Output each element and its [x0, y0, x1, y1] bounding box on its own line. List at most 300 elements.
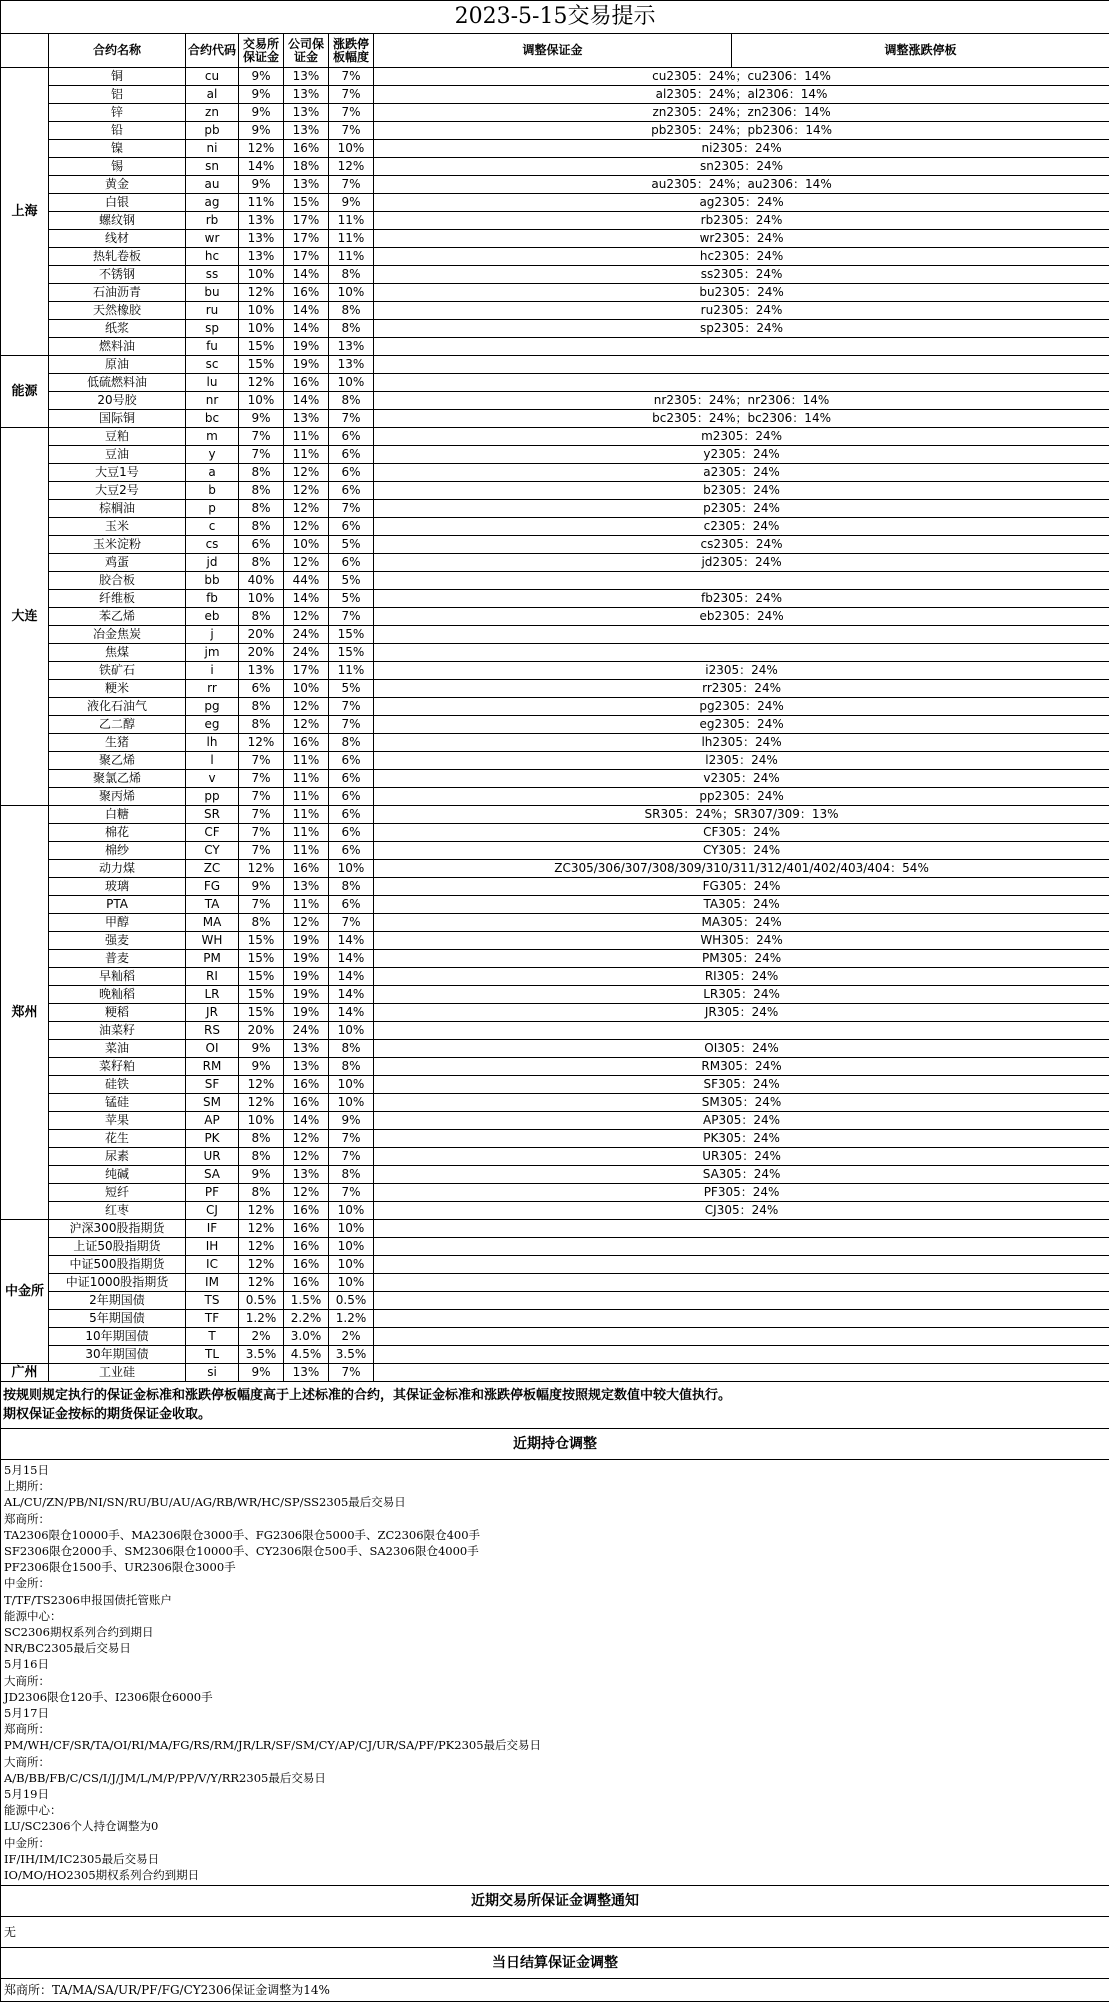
- contract-name-cell: 锡: [49, 158, 186, 176]
- exchange-margin-cell: 1.2%: [239, 1310, 284, 1328]
- table-row: [1, 1310, 1109, 1328]
- contract-code-cell: sn: [186, 158, 239, 176]
- exchange-margin-cell: 8%: [239, 698, 284, 716]
- contract-name-cell: 豆油: [49, 446, 186, 464]
- exchange-margin-cell: 9%: [239, 86, 284, 104]
- contract-code-cell: zn: [186, 104, 239, 122]
- company-margin-cell: 24%: [284, 1022, 329, 1040]
- adjusted-margin-cell: RM305：24%: [374, 1058, 1109, 1076]
- table-row: [1, 896, 1109, 914]
- contract-code-cell: fb: [186, 590, 239, 608]
- adjusted-margin-cell: l2305：24%: [374, 752, 1109, 770]
- contract-code-cell: m: [186, 428, 239, 446]
- exchange-margin-cell: 15%: [239, 1004, 284, 1022]
- adjusted-margin-cell: pb2305：24%；pb2306：14%: [374, 122, 1109, 140]
- adjusted-margin-cell: SR305：24%；SR307/309：13%: [374, 806, 1109, 824]
- adjusted-margin-cell: m2305：24%: [374, 428, 1109, 446]
- contract-name-cell: 不锈钢: [49, 266, 186, 284]
- contract-name-cell: 生猪: [49, 734, 186, 752]
- contract-code-cell: lu: [186, 374, 239, 392]
- contract-name-cell: 工业硅: [49, 1364, 186, 1382]
- adjusted-margin-cell: y2305：24%: [374, 446, 1109, 464]
- table-row: [1, 662, 1109, 680]
- header-adjusted-margin: 调整保证金: [374, 34, 732, 68]
- exchange-margin-cell: 2%: [239, 1328, 284, 1346]
- table-row: [1, 1076, 1109, 1094]
- table-row: [1, 1130, 1109, 1148]
- adjusted-margin-cell: au2305：24%；au2306：14%: [374, 176, 1109, 194]
- exchange-margin-cell: 9%: [239, 104, 284, 122]
- adjusted-margin-cell: MA305：24%: [374, 914, 1109, 932]
- table-row: [1, 986, 1109, 1004]
- table-row: [1, 338, 1109, 356]
- company-margin-cell: 11%: [284, 806, 329, 824]
- table-row: [1, 356, 1109, 374]
- limit-range-cell: 7%: [329, 698, 374, 716]
- position-line: LU/SC2306个人持仓调整为0: [4, 1818, 1106, 1834]
- contract-code-cell: rr: [186, 680, 239, 698]
- company-margin-cell: 12%: [284, 1130, 329, 1148]
- table-row: [1, 1058, 1109, 1076]
- exchange-margin-cell: 12%: [239, 1202, 284, 1220]
- company-margin-cell: 12%: [284, 1148, 329, 1166]
- company-margin-cell: 24%: [284, 644, 329, 662]
- company-margin-cell: 16%: [284, 140, 329, 158]
- position-line: 郑商所：: [4, 1721, 1106, 1737]
- company-margin-cell: 16%: [284, 284, 329, 302]
- company-margin-cell: 14%: [284, 320, 329, 338]
- adjusted-margin-cell: AP305：24%: [374, 1112, 1109, 1130]
- table-row: [1, 140, 1109, 158]
- contract-name-cell: 铝: [49, 86, 186, 104]
- exchange-margin-cell: 8%: [239, 1130, 284, 1148]
- header-exchange-margin: 交易所保证金: [239, 34, 284, 68]
- contract-code-cell: ru: [186, 302, 239, 320]
- contract-code-cell: cs: [186, 536, 239, 554]
- table-row: [1, 446, 1109, 464]
- position-line: 中金所：: [4, 1575, 1106, 1591]
- contract-name-cell: 动力煤: [49, 860, 186, 878]
- limit-range-cell: 8%: [329, 392, 374, 410]
- limit-range-cell: 6%: [329, 896, 374, 914]
- contract-code-cell: nr: [186, 392, 239, 410]
- contract-name-cell: 棉纱: [49, 842, 186, 860]
- contract-code-cell: j: [186, 626, 239, 644]
- table-row: [1, 320, 1109, 338]
- contract-name-cell: 甲醇: [49, 914, 186, 932]
- contract-code-cell: pg: [186, 698, 239, 716]
- exchange-margin-cell: 13%: [239, 230, 284, 248]
- contract-name-cell: 玉米淀粉: [49, 536, 186, 554]
- limit-range-cell: 11%: [329, 212, 374, 230]
- limit-range-cell: 7%: [329, 500, 374, 518]
- limit-range-cell: 10%: [329, 1220, 374, 1238]
- contract-name-cell: 聚丙烯: [49, 788, 186, 806]
- table-row: [1, 860, 1109, 878]
- adjusted-margin-cell: [374, 1022, 1109, 1040]
- table-row: [1, 878, 1109, 896]
- exchange-margin-cell: 8%: [239, 482, 284, 500]
- table-row: [1, 1346, 1109, 1364]
- limit-range-cell: 7%: [329, 716, 374, 734]
- contract-code-cell: v: [186, 770, 239, 788]
- daily-margin-title: 当日结算保证金调整: [1, 1948, 1109, 1979]
- exchange-margin-cell: 10%: [239, 392, 284, 410]
- table-row: [1, 968, 1109, 986]
- limit-range-cell: 5%: [329, 536, 374, 554]
- adjusted-margin-cell: CY305：24%: [374, 842, 1109, 860]
- exchange-margin-cell: 9%: [239, 68, 284, 86]
- exchange-margin-cell: 15%: [239, 968, 284, 986]
- contract-code-cell: a: [186, 464, 239, 482]
- table-row: [1, 1220, 1109, 1238]
- adjusted-margin-cell: sp2305：24%: [374, 320, 1109, 338]
- company-margin-cell: 44%: [284, 572, 329, 590]
- limit-range-cell: 6%: [329, 788, 374, 806]
- adjusted-margin-cell: SA305：24%: [374, 1166, 1109, 1184]
- table-row: [1, 716, 1109, 734]
- company-margin-cell: 11%: [284, 770, 329, 788]
- company-margin-cell: 11%: [284, 428, 329, 446]
- table-row: [1, 284, 1109, 302]
- company-margin-cell: 12%: [284, 698, 329, 716]
- table-row: [1, 590, 1109, 608]
- exchange-label: 上海: [1, 68, 49, 356]
- exchange-margin-cell: 9%: [239, 878, 284, 896]
- exchange-margin-cell: 8%: [239, 500, 284, 518]
- adjusted-margin-cell: pg2305：24%: [374, 698, 1109, 716]
- adjusted-margin-cell: ss2305：24%: [374, 266, 1109, 284]
- company-margin-cell: 13%: [284, 410, 329, 428]
- header-exchange: [1, 34, 49, 68]
- limit-range-cell: 7%: [329, 608, 374, 626]
- table-row: [1, 1094, 1109, 1112]
- limit-range-cell: 7%: [329, 104, 374, 122]
- contract-name-cell: 原油: [49, 356, 186, 374]
- limit-range-cell: 8%: [329, 266, 374, 284]
- table-row: [1, 1202, 1109, 1220]
- exchange-margin-cell: 7%: [239, 752, 284, 770]
- contract-code-cell: TL: [186, 1346, 239, 1364]
- exchange-margin-cell: 12%: [239, 1220, 284, 1238]
- exchange-margin-cell: 8%: [239, 914, 284, 932]
- company-margin-cell: 16%: [284, 734, 329, 752]
- exchange-margin-cell: 12%: [239, 860, 284, 878]
- contract-name-cell: 铅: [49, 122, 186, 140]
- contract-name-cell: 锌: [49, 104, 186, 122]
- table-row: [1, 1022, 1109, 1040]
- contract-code-cell: pp: [186, 788, 239, 806]
- exchange-margin-cell: 13%: [239, 662, 284, 680]
- table-row: [1, 518, 1109, 536]
- company-margin-cell: 11%: [284, 842, 329, 860]
- company-margin-cell: 13%: [284, 122, 329, 140]
- limit-range-cell: 6%: [329, 842, 374, 860]
- contract-code-cell: p: [186, 500, 239, 518]
- contract-name-cell: 20号胶: [49, 392, 186, 410]
- limit-range-cell: 10%: [329, 140, 374, 158]
- contract-name-cell: 玉米: [49, 518, 186, 536]
- company-margin-cell: 14%: [284, 392, 329, 410]
- exchange-margin-cell: 9%: [239, 1058, 284, 1076]
- table-row: [1, 950, 1109, 968]
- table-row: [1, 1328, 1109, 1346]
- table-row: [1, 1166, 1109, 1184]
- contract-name-cell: 10年期国债: [49, 1328, 186, 1346]
- adjusted-margin-cell: eg2305：24%: [374, 716, 1109, 734]
- limit-range-cell: 6%: [329, 554, 374, 572]
- exchange-margin-cell: 8%: [239, 1184, 284, 1202]
- exchange-margin-cell: 8%: [239, 716, 284, 734]
- adjusted-margin-cell: PF305：24%: [374, 1184, 1109, 1202]
- table-row: [1, 698, 1109, 716]
- contract-code-cell: au: [186, 176, 239, 194]
- contract-code-cell: si: [186, 1364, 239, 1382]
- contract-name-cell: 2年期国债: [49, 1292, 186, 1310]
- company-margin-cell: 14%: [284, 302, 329, 320]
- adjusted-margin-cell: SF305：24%: [374, 1076, 1109, 1094]
- table-row: [1, 302, 1109, 320]
- contract-code-cell: ag: [186, 194, 239, 212]
- company-margin-cell: 11%: [284, 824, 329, 842]
- company-margin-cell: 12%: [284, 500, 329, 518]
- exchange-margin-cell: 9%: [239, 1364, 284, 1382]
- table-row: [1, 734, 1109, 752]
- table-row: [1, 644, 1109, 662]
- contract-name-cell: 焦煤: [49, 644, 186, 662]
- adjusted-margin-cell: lh2305：24%: [374, 734, 1109, 752]
- adjusted-margin-cell: RI305：24%: [374, 968, 1109, 986]
- contract-name-cell: 低硫燃料油: [49, 374, 186, 392]
- contract-name-cell: 大豆2号: [49, 482, 186, 500]
- adjusted-margin-cell: b2305：24%: [374, 482, 1109, 500]
- limit-range-cell: 14%: [329, 968, 374, 986]
- limit-range-cell: 7%: [329, 1130, 374, 1148]
- contract-name-cell: 国际铜: [49, 410, 186, 428]
- limit-range-cell: 6%: [329, 806, 374, 824]
- contract-code-cell: TF: [186, 1310, 239, 1328]
- adjusted-margin-cell: pp2305：24%: [374, 788, 1109, 806]
- exchange-margin-cell: 7%: [239, 896, 284, 914]
- contract-name-cell: 鸡蛋: [49, 554, 186, 572]
- contract-code-cell: TS: [186, 1292, 239, 1310]
- table-row: [1, 500, 1109, 518]
- contract-name-cell: 硅铁: [49, 1076, 186, 1094]
- company-margin-cell: 16%: [284, 1202, 329, 1220]
- adjusted-margin-cell: bu2305：24%: [374, 284, 1109, 302]
- contract-name-cell: 棉花: [49, 824, 186, 842]
- adjusted-margin-cell: [374, 626, 1109, 644]
- company-margin-cell: 19%: [284, 356, 329, 374]
- table-row: [1, 248, 1109, 266]
- page-title: 2023-5-15交易提示: [1, 1, 1109, 34]
- position-line: NR/BC2305最后交易日: [4, 1640, 1106, 1656]
- adjusted-margin-cell: [374, 1292, 1109, 1310]
- limit-range-cell: 10%: [329, 374, 374, 392]
- contract-name-cell: 上证50股指期货: [49, 1238, 186, 1256]
- adjusted-margin-cell: rr2305：24%: [374, 680, 1109, 698]
- contract-name-cell: 苯乙烯: [49, 608, 186, 626]
- contract-code-cell: TA: [186, 896, 239, 914]
- contract-code-cell: sc: [186, 356, 239, 374]
- limit-range-cell: 10%: [329, 1274, 374, 1292]
- contract-code-cell: rb: [186, 212, 239, 230]
- company-margin-cell: 10%: [284, 680, 329, 698]
- note-line: 期权保证金按标的期货保证金收取。: [3, 1405, 1107, 1424]
- position-line: 郑商所：: [4, 1511, 1106, 1527]
- position-line: 中金所：: [4, 1835, 1106, 1851]
- company-margin-cell: 13%: [284, 1364, 329, 1382]
- contract-code-cell: AP: [186, 1112, 239, 1130]
- company-margin-cell: 19%: [284, 986, 329, 1004]
- company-margin-cell: 15%: [284, 194, 329, 212]
- adjusted-margin-cell: [374, 644, 1109, 662]
- limit-range-cell: 8%: [329, 878, 374, 896]
- exchange-label: 郑州: [1, 806, 49, 1220]
- limit-range-cell: 8%: [329, 302, 374, 320]
- contract-code-cell: CY: [186, 842, 239, 860]
- adjusted-margin-cell: [374, 1364, 1109, 1382]
- position-adjust-title: 近期持仓调整: [1, 1429, 1109, 1460]
- adjusted-margin-cell: TA305：24%: [374, 896, 1109, 914]
- limit-range-cell: 8%: [329, 1040, 374, 1058]
- exchange-margin-cell: 7%: [239, 842, 284, 860]
- contract-name-cell: 冶金焦炭: [49, 626, 186, 644]
- contract-name-cell: 纤维板: [49, 590, 186, 608]
- company-margin-cell: 13%: [284, 1058, 329, 1076]
- adjusted-margin-cell: PM305：24%: [374, 950, 1109, 968]
- contract-name-cell: 石油沥青: [49, 284, 186, 302]
- table-row: [1, 1274, 1109, 1292]
- contract-name-cell: 玻璃: [49, 878, 186, 896]
- contract-code-cell: hc: [186, 248, 239, 266]
- limit-range-cell: 2%: [329, 1328, 374, 1346]
- contract-code-cell: IM: [186, 1274, 239, 1292]
- limit-range-cell: 14%: [329, 1004, 374, 1022]
- adjusted-margin-cell: a2305：24%: [374, 464, 1109, 482]
- table-row: [1, 230, 1109, 248]
- contract-code-cell: SF: [186, 1076, 239, 1094]
- exchange-margin-cell: 15%: [239, 356, 284, 374]
- table-row: [1, 266, 1109, 284]
- position-adjust-content: [1, 1460, 1109, 1886]
- company-margin-cell: 12%: [284, 482, 329, 500]
- contract-name-cell: 中证500股指期货: [49, 1256, 186, 1274]
- exchange-margin-cell: 10%: [239, 590, 284, 608]
- position-line: 大商所：: [4, 1754, 1106, 1770]
- contract-code-cell: al: [186, 86, 239, 104]
- company-margin-cell: 12%: [284, 716, 329, 734]
- company-margin-cell: 11%: [284, 788, 329, 806]
- limit-range-cell: 8%: [329, 1166, 374, 1184]
- exchange-margin-cell: 8%: [239, 554, 284, 572]
- company-margin-cell: 17%: [284, 212, 329, 230]
- limit-range-cell: 7%: [329, 122, 374, 140]
- contract-name-cell: 晚籼稻: [49, 986, 186, 1004]
- exchange-margin-cell: 9%: [239, 1040, 284, 1058]
- company-margin-cell: 13%: [284, 878, 329, 896]
- contract-name-cell: 镍: [49, 140, 186, 158]
- contract-name-cell: 铁矿石: [49, 662, 186, 680]
- contract-code-cell: bb: [186, 572, 239, 590]
- contract-name-cell: 普麦: [49, 950, 186, 968]
- limit-range-cell: 10%: [329, 860, 374, 878]
- contract-code-cell: cu: [186, 68, 239, 86]
- limit-range-cell: 9%: [329, 194, 374, 212]
- company-margin-cell: 13%: [284, 1040, 329, 1058]
- contract-code-cell: pb: [186, 122, 239, 140]
- adjusted-margin-cell: eb2305：24%: [374, 608, 1109, 626]
- company-margin-cell: 13%: [284, 176, 329, 194]
- adjusted-margin-cell: [374, 1274, 1109, 1292]
- contract-name-cell: 聚乙烯: [49, 752, 186, 770]
- table-row: [1, 788, 1109, 806]
- exchange-margin-cell: 10%: [239, 1112, 284, 1130]
- header-company-margin: 公司保证金: [284, 34, 329, 68]
- contract-name-cell: 30年期国债: [49, 1346, 186, 1364]
- table-row: [1, 158, 1109, 176]
- contract-code-cell: i: [186, 662, 239, 680]
- company-margin-cell: 10%: [284, 536, 329, 554]
- limit-range-cell: 3.5%: [329, 1346, 374, 1364]
- company-margin-cell: 18%: [284, 158, 329, 176]
- margin-notice-title: 近期交易所保证金调整通知: [1, 1886, 1109, 1917]
- table-row: [1, 1184, 1109, 1202]
- company-margin-cell: 16%: [284, 1076, 329, 1094]
- company-margin-cell: 13%: [284, 68, 329, 86]
- adjusted-margin-cell: [374, 1310, 1109, 1328]
- company-margin-cell: 16%: [284, 1256, 329, 1274]
- exchange-margin-cell: 8%: [239, 1148, 284, 1166]
- company-margin-cell: 19%: [284, 932, 329, 950]
- table-row: [1, 86, 1109, 104]
- position-line: AL/CU/ZN/PB/NI/SN/RU/BU/AU/AG/RB/WR/HC/SP/SS2305最后交易日: [4, 1494, 1106, 1510]
- company-margin-cell: 19%: [284, 950, 329, 968]
- contract-code-cell: c: [186, 518, 239, 536]
- table-row: [1, 1004, 1109, 1022]
- limit-range-cell: 6%: [329, 482, 374, 500]
- contract-code-cell: IH: [186, 1238, 239, 1256]
- column-header-row: [1, 34, 1109, 68]
- company-margin-cell: 11%: [284, 752, 329, 770]
- table-row: [1, 176, 1109, 194]
- contract-code-cell: ni: [186, 140, 239, 158]
- contract-name-cell: 黄金: [49, 176, 186, 194]
- adjusted-margin-cell: rb2305：24%: [374, 212, 1109, 230]
- company-margin-cell: 14%: [284, 590, 329, 608]
- table-row: [1, 752, 1109, 770]
- limit-range-cell: 15%: [329, 644, 374, 662]
- note-line: 按规则规定执行的保证金标准和涨跌停板幅度高于上述标准的合约，其保证金标准和涨跌停板幅度按照规定数值中较大值执行。: [3, 1386, 1107, 1405]
- limit-range-cell: 9%: [329, 1112, 374, 1130]
- exchange-margin-cell: 12%: [239, 1256, 284, 1274]
- exchange-margin-cell: 12%: [239, 140, 284, 158]
- exchange-label: 中金所: [1, 1220, 49, 1364]
- adjusted-margin-cell: CF305：24%: [374, 824, 1109, 842]
- contract-name-cell: 铜: [49, 68, 186, 86]
- adjusted-margin-cell: v2305：24%: [374, 770, 1109, 788]
- position-line: SC2306期权系列合约到期日: [4, 1624, 1106, 1640]
- contract-code-cell: OI: [186, 1040, 239, 1058]
- company-margin-cell: 16%: [284, 1274, 329, 1292]
- limit-range-cell: 5%: [329, 590, 374, 608]
- limit-range-cell: 5%: [329, 680, 374, 698]
- contract-code-cell: CJ: [186, 1202, 239, 1220]
- position-line: PF2306限仓1500手、UR2306限仓3000手: [4, 1559, 1106, 1575]
- limit-range-cell: 10%: [329, 1256, 374, 1274]
- limit-range-cell: 8%: [329, 1058, 374, 1076]
- limit-range-cell: 7%: [329, 1364, 374, 1382]
